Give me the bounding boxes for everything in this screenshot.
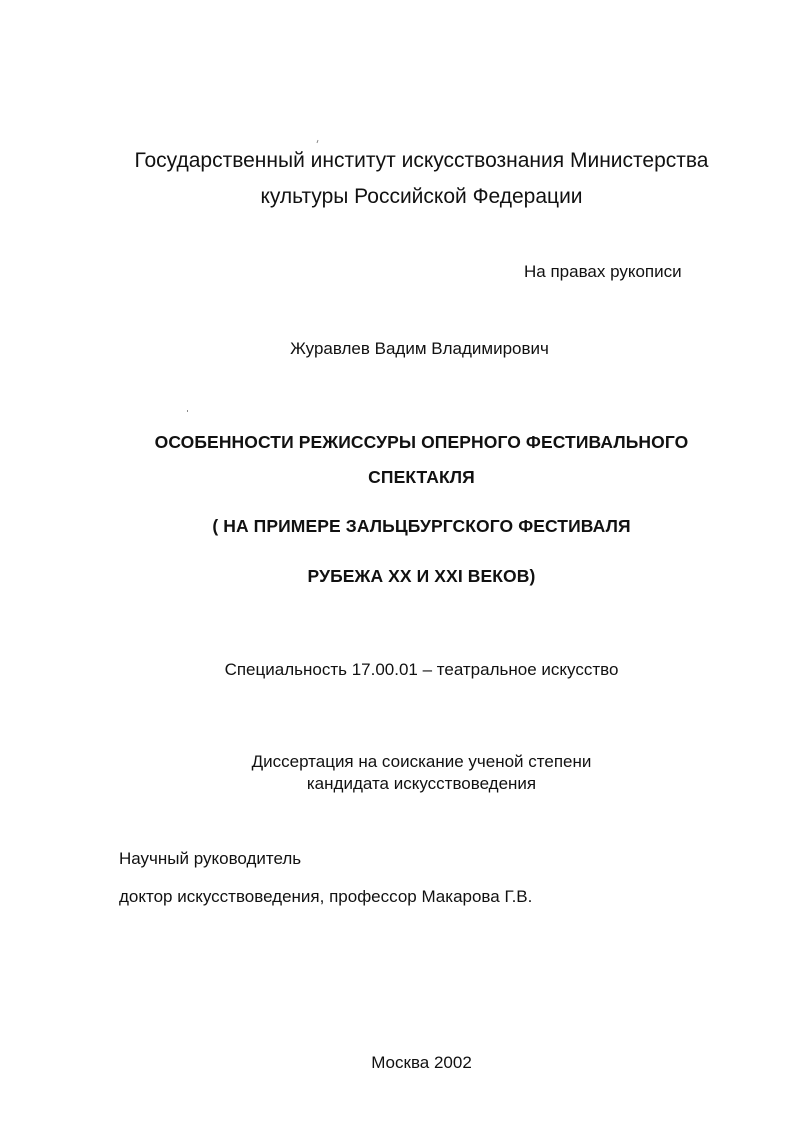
dissertation-line-1: Диссертация на соискание ученой степени	[251, 752, 592, 771]
city-year: Москва 2002	[371, 1053, 472, 1072]
thesis-title-line-2: СПЕКТАКЛЯ	[368, 467, 475, 487]
specialty-line: Специальность 17.00.01 – театральное искусство	[224, 660, 619, 679]
scan-speck	[317, 140, 319, 143]
thesis-title-line-1: ОСОБЕННОСТИ РЕЖИССУРЫ ОПЕРНОГО ФЕСТИВАЛЬНОГО	[154, 432, 689, 452]
supervisor-details: доктор искусствоведения, профессор Макарова Г.В.	[119, 887, 533, 906]
manuscript-note: На правах рукописи	[524, 262, 682, 281]
dissertation-line-2: кандидата искусствоведения	[306, 774, 537, 793]
supervisor-label: Научный руководитель	[119, 849, 302, 868]
thesis-subtitle-line-2: РУБЕЖА XX И XXI ВЕКОВ)	[307, 566, 536, 586]
author-name: Журавлев Вадим Владимирович	[290, 339, 549, 358]
thesis-subtitle-line-1: ( НА ПРИМЕРЕ ЗАЛЬЦБУРГСКОГО ФЕСТИВАЛЯ	[212, 516, 631, 536]
scan-speck	[187, 410, 188, 412]
institution-line-2: культуры Российской Федерации	[260, 185, 583, 208]
institution-line-1: Государственный институт искусствознания Министерства	[134, 149, 709, 172]
